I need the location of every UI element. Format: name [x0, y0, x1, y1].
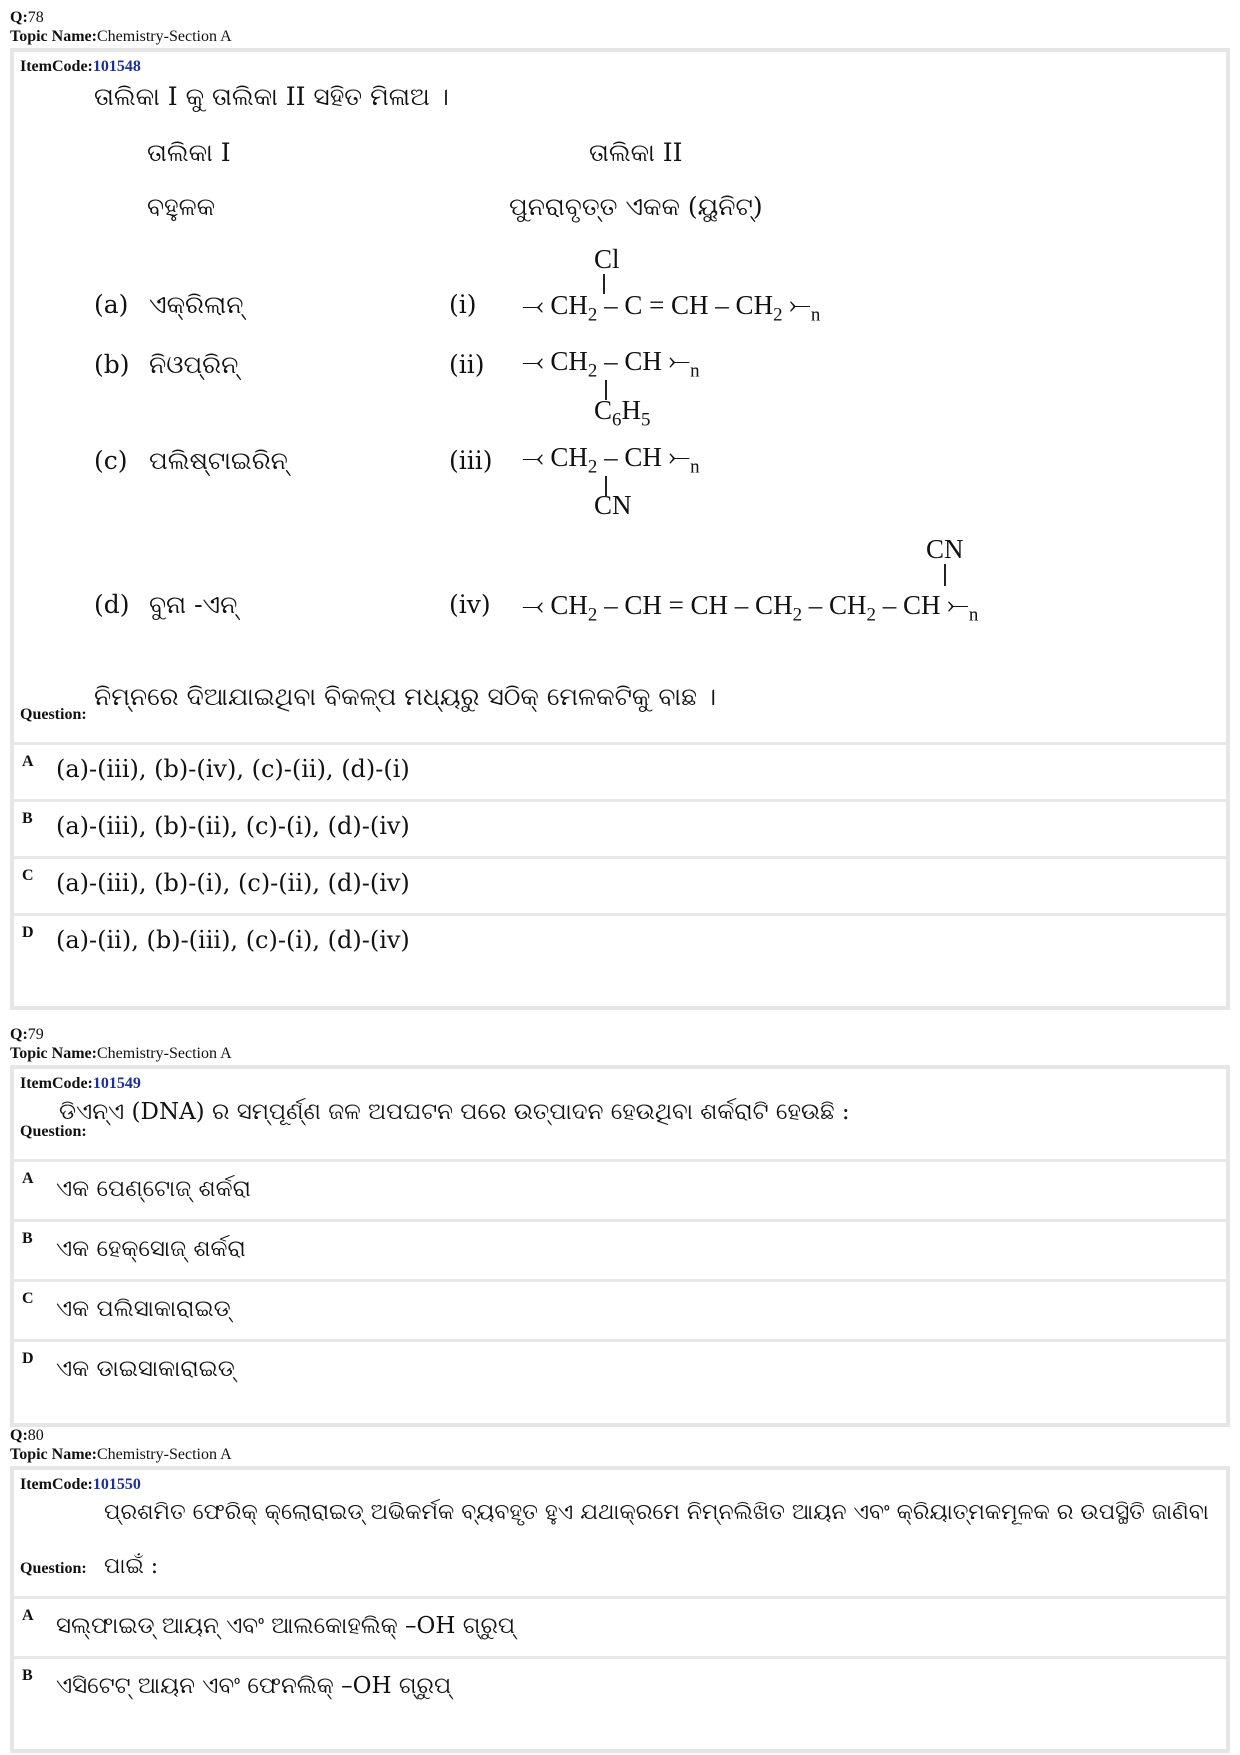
itemcode: ItemCode:101550 — [20, 1476, 141, 1493]
formula-iv-substituent: CN — [926, 534, 964, 564]
question-card — [10, 1466, 1230, 1753]
option-a[interactable] — [14, 1596, 1226, 1656]
option-text: ଏସିଟେଟ୍ ଆୟନ ଏବଂ ଫେନଲିକ୍ –OH ଗ୍ରୁପ୍ — [56, 1673, 452, 1699]
question-text-line1: ପ୍ରଶମିତ ଫେରିକ୍ କ୍ଲୋରାଇଡ୍ ଅଭିକର୍ମକ ବ୍ୟବହୃତ ହୁଏ ଯଥାକ୍ରମେ ନିମ୍ନଲିଖିତ ଆୟନ ଏବଂ କ୍ରିୟାତ୍ମକମୂଳକ ର ଉପସ୍ଥିତି ଜାଣିବା — [104, 1500, 1209, 1525]
list2-title: ତାଲିକା II — [589, 138, 683, 167]
question-stem — [14, 1496, 1226, 1596]
option-text: ଏକ ହେକ୍ସୋଜ୍ ଶର୍କରା — [56, 1236, 246, 1262]
question-number: Q:79 — [10, 1026, 44, 1043]
option-letter: B — [22, 810, 33, 827]
row-a-label: (a) — [94, 290, 129, 319]
question-number: Q:80 — [10, 1427, 44, 1444]
question-stem — [14, 1095, 1226, 1159]
option-letter: D — [22, 1350, 34, 1367]
option-letter: A — [22, 1170, 34, 1187]
list1-subtitle: ବହୁଳକ — [147, 192, 216, 221]
option-letter: D — [22, 924, 34, 941]
row-c-polymer: ପଲିଷ୍ଟାଇରିନ୍ — [149, 446, 288, 475]
instruction: ତାଲିକା I କୁ ତାଲିକା II ସହିତ ମିଳାଅ । — [94, 82, 449, 111]
topic-line: Topic Name:Chemistry-Section A — [10, 1045, 232, 1062]
option-letter: C — [22, 1290, 34, 1307]
option-b[interactable] — [14, 1656, 1226, 1716]
question-card — [10, 48, 1230, 1010]
option-letter: A — [22, 753, 34, 770]
bond-line — [944, 564, 946, 586]
question-block-80 — [10, 1426, 1230, 1753]
question-number: Q:78 — [10, 9, 44, 26]
question-label: Question: — [20, 1123, 87, 1140]
list1-title: ତାଲିକା I — [147, 138, 231, 167]
formula-ii-substituent: $C_6H_5$ — [594, 395, 651, 431]
option-text: (a)-(ii), (b)-(iii), (c)-(i), (d)-(iv) — [56, 926, 410, 954]
question-card — [10, 1065, 1230, 1427]
list2-subtitle: ପୁନରାବୃତ୍ତ ଏକକ (ୟୁନିଟ୍) — [509, 192, 763, 221]
option-text: ଏକ ପେଣ୍ଟୋଜ୍ ଶର୍କରା — [56, 1176, 251, 1202]
topic-line: Topic Name:Chemistry-Section A — [10, 1446, 232, 1463]
option-a[interactable] — [14, 1159, 1226, 1219]
formula-i: ⤙ $CH_2$ – C = CH – $CH_2$ $⤚_n$ — [522, 290, 821, 326]
question-stem — [14, 78, 1226, 742]
formula-ii: ⤙ $CH_2$ – CH $⤚_n$ — [522, 346, 700, 382]
option-letter: C — [22, 867, 34, 884]
option-letter: A — [22, 1607, 34, 1624]
option-b[interactable] — [14, 1219, 1226, 1279]
option-b[interactable] — [14, 799, 1226, 856]
row-iii-label: (iii) — [449, 446, 493, 475]
row-i-label: (i) — [449, 290, 477, 319]
question-text-line2: ପାଇଁ : — [104, 1554, 159, 1579]
itemcode: ItemCode:101548 — [20, 58, 141, 75]
option-letter: B — [22, 1667, 33, 1684]
itemcode: ItemCode:101549 — [20, 1075, 141, 1092]
option-a[interactable] — [14, 742, 1226, 799]
option-d[interactable] — [14, 913, 1226, 970]
question-text: ଡିଏନ୍ଏ (DNA) ର ସମ୍ପୂର୍ଣ୍ଣ ଜଳ ଅପଘଟନ ପରେ ଉତ୍ପାଦନ ହେଉଥିବା ଶର୍କରାଟି ହେଉଛି : — [59, 1099, 850, 1125]
option-text: (a)-(iii), (b)-(iv), (c)-(ii), (d)-(i) — [56, 755, 410, 783]
formula-i-substituent: Cl — [594, 244, 620, 274]
option-text: (a)-(iii), (b)-(ii), (c)-(i), (d)-(iv) — [56, 812, 410, 840]
option-text: ଏକ ଡାଇସାକାରାଇଡ୍ — [56, 1356, 235, 1382]
row-iv-label: (iv) — [449, 590, 491, 619]
option-text: ଏକ ପଲିସାକାରାଇଡ୍ — [56, 1296, 231, 1322]
row-d-polymer: ବୁନା -ଏନ୍ — [149, 590, 238, 619]
row-b-polymer: ନିଓପ୍ରିନ୍ — [149, 350, 239, 379]
formula-iii-substituent: CN — [594, 490, 632, 520]
row-b-label: (b) — [94, 350, 130, 379]
row-a-polymer: ଏକ୍ରିଲାନ୍ — [149, 290, 244, 319]
question-label: Question: — [20, 1560, 87, 1577]
option-c[interactable] — [14, 856, 1226, 913]
row-ii-label: (ii) — [449, 350, 485, 379]
option-text: ସଲ୍ଫାଇଡ୍ ଆୟନ୍ ଏବଂ ଆଲକୋହଲିକ୍ –OH ଗ୍ରୁପ୍ — [56, 1613, 516, 1639]
option-d[interactable] — [14, 1339, 1226, 1399]
row-d-label: (d) — [94, 590, 130, 619]
question-block-79 — [10, 1025, 1230, 1427]
formula-iii: ⤙ $CH_2$ – CH $⤚_n$ — [522, 442, 700, 478]
option-letter: B — [22, 1230, 33, 1247]
question-label: Question: — [20, 706, 87, 723]
row-c-label: (c) — [94, 446, 128, 475]
question-block-78 — [10, 8, 1230, 1010]
formula-iv: ⤙ $CH_2$ – CH = CH – $CH_2 - CH_2$ – CH $⤚_n$ — [522, 590, 979, 626]
option-text: (a)-(iii), (b)-(i), (c)-(ii), (d)-(iv) — [56, 869, 410, 897]
option-c[interactable] — [14, 1279, 1226, 1339]
topic-line: Topic Name:Chemistry-Section A — [10, 28, 232, 45]
question-text: ନିମ୍ନରେ ଦିଆଯାଇଥିବା ବିକଳ୍ପ ମଧ୍ୟରୁ ସଠିକ୍ ମେଳକଟିକୁ ବାଛ । — [94, 682, 717, 711]
